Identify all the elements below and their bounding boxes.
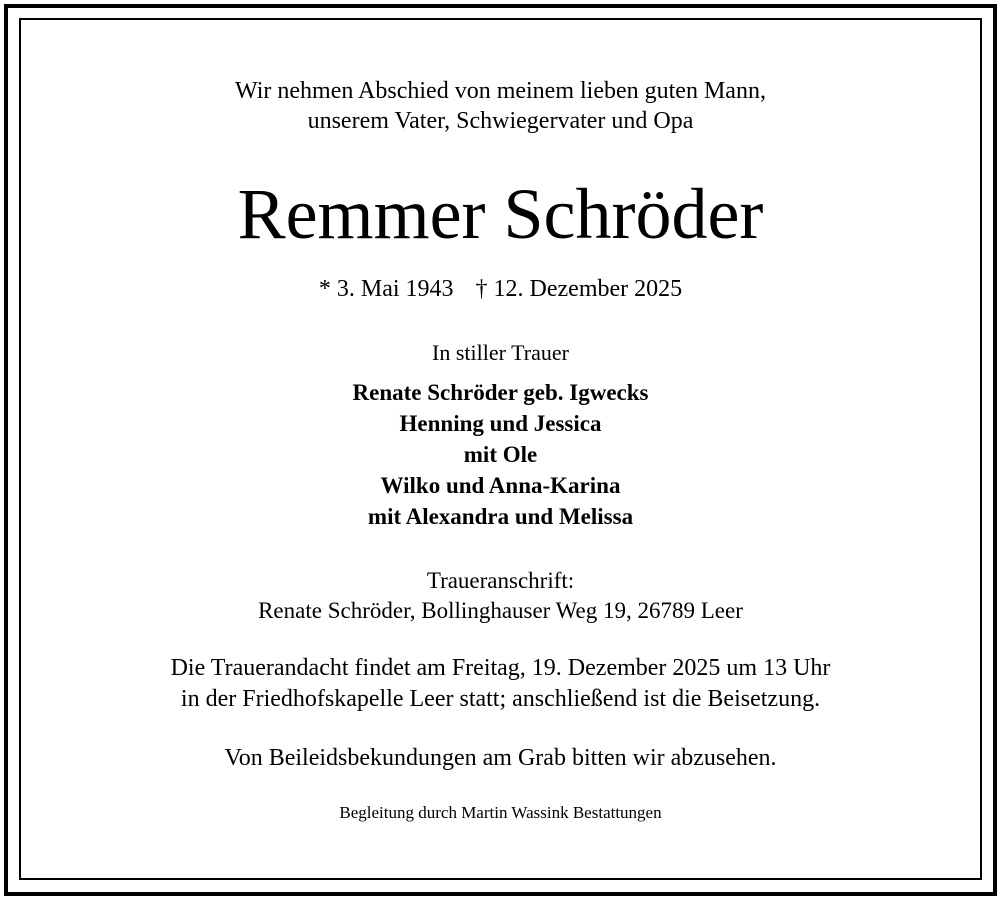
mourning-label: In stiller Trauer <box>432 340 569 365</box>
deceased-name: Remmer Schröder <box>237 174 764 254</box>
service-line-2: in der Friedhofskapelle Leer statt; anschließend ist die Beisetzung. <box>180 686 821 712</box>
intro-line-2: unserem Vater, Schwiegervater und Opa <box>307 108 694 134</box>
mourner-1: Renate Schröder geb. Igwecks <box>352 380 649 405</box>
service-line-1: Die Trauerandacht findet am Freitag, 19. Dezember 2025 um 13 Uhr <box>170 655 831 681</box>
mourner-2: Henning und Jessica <box>399 411 602 436</box>
birth-date: * 3. Mai 1943 <box>318 276 454 302</box>
funeral-home: Begleitung durch Martin Wassink Bestattungen <box>339 803 662 822</box>
mourner-5: mit Alexandra und Melissa <box>367 504 634 529</box>
condolence-note: Von Beileidsbekundungen am Grab bitten wir abzusehen. <box>224 745 777 771</box>
mourner-4: Wilko und Anna-Karina <box>380 473 621 498</box>
intro-line-1: Wir nehmen Abschied von meinem lieben guten Mann, <box>235 78 766 104</box>
address: Renate Schröder, Bollinghauser Weg 19, 26789 Leer <box>258 598 743 623</box>
mourner-3: mit Ole <box>463 442 538 467</box>
death-date: † 12. Dezember 2025 <box>475 276 683 302</box>
address-label: Traueranschrift: <box>426 568 575 593</box>
life-dates <box>0 274 1001 304</box>
